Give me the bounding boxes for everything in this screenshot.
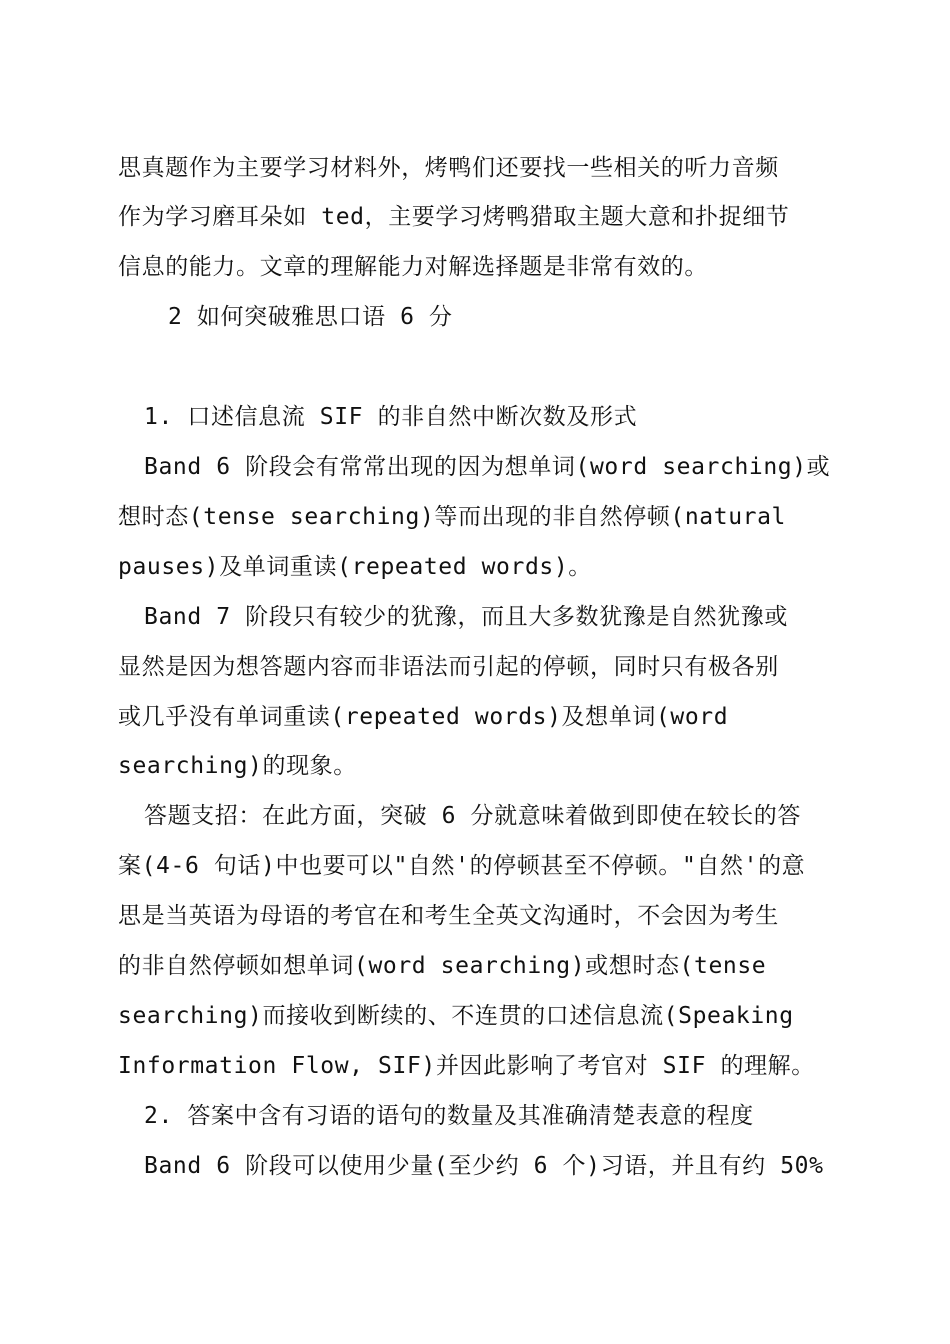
text-line: 的非自然停顿如想单词(word searching)或想时态(tense xyxy=(118,953,767,979)
text-line: Band 7 阶段只有较少的犹豫，而且大多数犹豫是自然犹豫或 xyxy=(144,604,788,630)
text-line: 案(4-6 句话)中也要可以"自然'的停顿甚至不停顿。"自然'的意 xyxy=(118,853,806,879)
text-line: 答题支招：在此方面，突破 6 分就意味着做到即使在较长的答 xyxy=(144,803,801,829)
text-line: searching)的现象。 xyxy=(118,753,357,779)
text-line: 想时态(tense searching)等而出现的非自然停顿(natural xyxy=(118,504,786,530)
text-line: 作为学习磨耳朵如 ted，主要学习烤鸭猎取主题大意和扑捉细节 xyxy=(118,204,790,230)
text-line: Band 6 阶段会有常常出现的因为想单词(word searching)或 xyxy=(144,454,831,480)
text-line: 思真题作为主要学习材料外，烤鸭们还要找一些相关的听力音频 xyxy=(118,155,779,181)
section-heading: 2 如何突破雅思口语 6 分 xyxy=(168,304,453,330)
text-line: 思是当英语为母语的考官在和考生全英文沟通时，不会因为考生 xyxy=(118,903,779,929)
text-line: 或几乎没有单词重读(repeated words)及想单词(word xyxy=(118,704,729,730)
text-line: Band 6 阶段可以使用少量(至少约 6 个)习语，并且有约 50% xyxy=(144,1153,824,1179)
text-line: pauses)及单词重读(repeated words)。 xyxy=(118,554,592,580)
text-line: searching)而接收到断续的、不连贯的口述信息流(Speaking xyxy=(118,1003,794,1029)
text-line: 信息的能力。文章的理解能力对解选择题是非常有效的。 xyxy=(118,254,708,280)
subsection-heading: 1. 口述信息流 SIF 的非自然中断次数及形式 xyxy=(144,404,638,430)
text-line: 显然是因为想答题内容而非语法而引起的停顿，同时只有极各别 xyxy=(118,654,779,680)
subsection-heading: 2. 答案中含有习语的语句的数量及其准确清楚表意的程度 xyxy=(144,1103,754,1129)
text-line: Information Flow, SIF)并因此影响了考官对 SIF 的理解。 xyxy=(118,1053,815,1079)
